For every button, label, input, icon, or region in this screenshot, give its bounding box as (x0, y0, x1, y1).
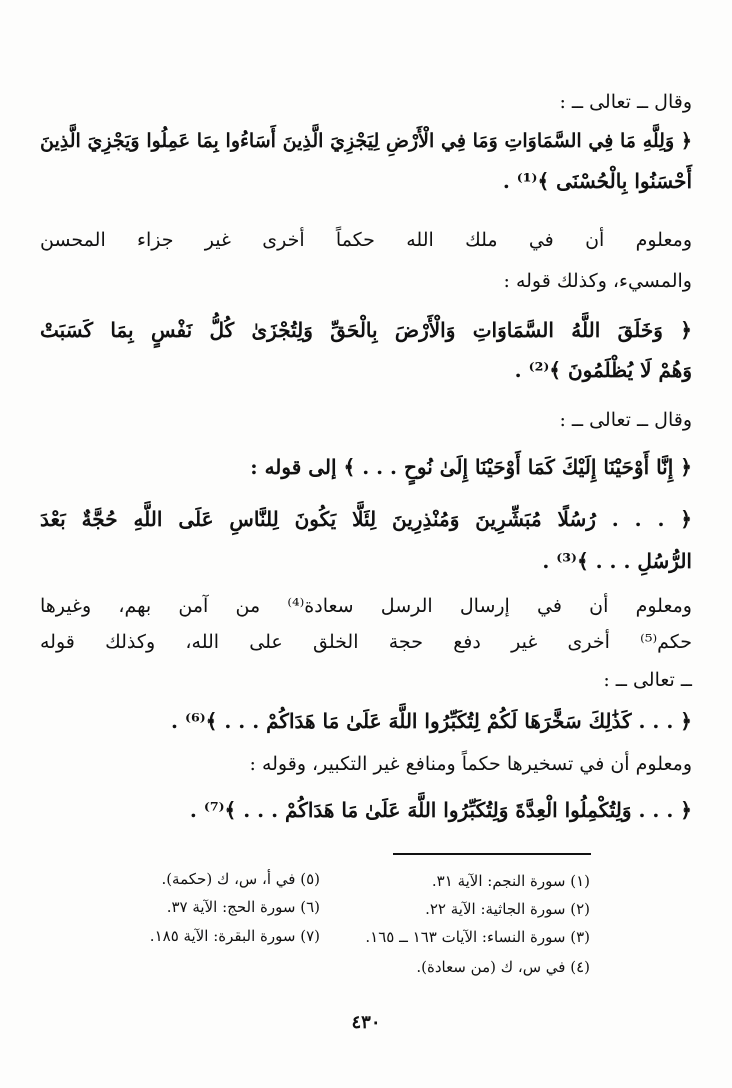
text-line-1: وقال ــ تعالى ــ : (559, 91, 692, 113)
footnote-5: (٥) في أ، س، ك (حكمة). (161, 870, 320, 888)
footnote-6: (٦) سورة الحج: الآية ٣٧. (166, 898, 320, 916)
text-line-5: والمسيء، وكذلك قوله : (503, 270, 692, 292)
verse-line-17: ﴿ . . . وَلِتُكْمِلُوا الْعِدَّةَ وَلِتُكَبِّرُوا اللَّهَ عَلَىٰ مَا هَدَاكُمْ . . . ﴾⁽⁷⁾ . (189, 798, 692, 822)
verse-line-7: وَهُمْ لَا يُظْلَمُونَ ﴾⁽²⁾ . (514, 358, 692, 382)
text-line-4: ومعلوم أن في ملك الله حكماً أخرى غير جزاء المحسن (40, 229, 692, 251)
verse-line-2: ﴿ وَلِلَّهِ مَا فِي السَّمَاوَاتِ وَمَا فِي الْأَرْضِ لِيَجْزِيَ الَّذِينَ أَسَاءُوا بِمَا عَمِلُوا وَيَجْزِيَ الَّذِينَ (40, 130, 692, 152)
verse-line-10: ﴿ . . . رُسُلًا مُبَشِّرِينَ وَمُنْذِرِينَ لِئَلَّا يَكُونَ لِلنَّاسِ عَلَى اللَّهِ حُجَّةٌ بَعْدَ (40, 507, 692, 531)
footnote-3: (٣) سورة النساء: الآيات ١٦٣ ــ ١٦٥. (365, 928, 590, 946)
text-line-12: ومعلوم أن في إرسال الرسل سعادة⁽⁴⁾ من آمن بهم، وغيرها (40, 595, 692, 617)
footnote-7: (٧) سورة البقرة: الآية ١٨٥. (149, 927, 320, 945)
text-line-8: وقال ــ تعالى ــ : (559, 409, 692, 431)
verse-line-3: أَحْسَنُوا بِالْحُسْنَى ﴾⁽¹⁾ . (502, 169, 692, 193)
text-line-16: ومعلوم أن في تسخيرها حكماً ومنافع غير التكبير، وقوله : (249, 753, 692, 775)
page-number: ٤٣٠ (351, 1012, 381, 1033)
verse-line-6: ﴿ وَخَلَقَ اللَّهُ السَّمَاوَاتِ وَالْأَرْضَ بِالْحَقِّ وَلِتُجْزَىٰ كُلُّ نَفْسٍ بِمَا كَسَبَتْ (40, 318, 692, 342)
text-line-14: ــ تعالى ــ : (603, 669, 692, 691)
footnote-1: (١) سورة النجم: الآية ٣١. (431, 872, 590, 890)
verse-line-11: الرُّسُلِ . . . ﴾⁽³⁾ . (542, 549, 692, 573)
text-line-13: حكم⁽⁵⁾ أخرى غير دفع حجة الخلق على الله، وكذلك قوله (40, 631, 692, 653)
verse-line-15: ﴿ . . . كَذَٰلِكَ سَخَّرَهَا لَكُمْ لِتُكَبِّرُوا اللَّهَ عَلَىٰ مَا هَدَاكُمْ . . . ﴾⁽⁶⁾ . (171, 709, 692, 733)
footnote-separator (393, 853, 591, 855)
footnote-4: (٤) في س، ك (من سعادة). (416, 958, 590, 976)
verse-line-9: ﴿ إِنَّا أَوْحَيْنَا إِلَيْكَ كَمَا أَوْحَيْنَا إِلَىٰ نُوحٍ . . . ﴾ إلى قوله : (250, 455, 692, 479)
footnote-2: (٢) سورة الجاثية: الآية ٢٢. (425, 900, 590, 918)
